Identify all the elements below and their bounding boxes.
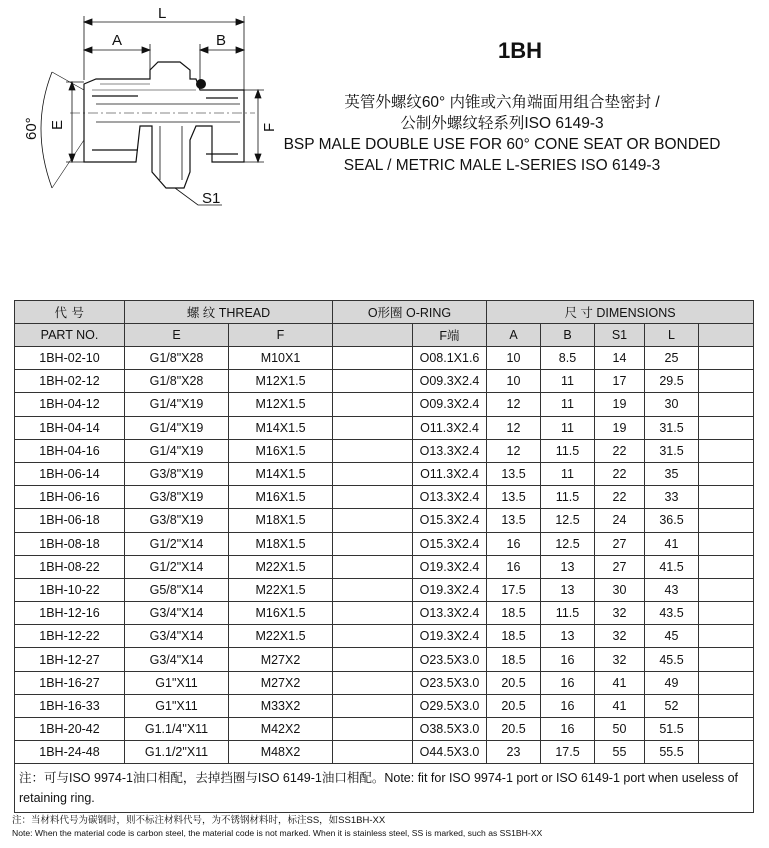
table-cell: 30 [595, 578, 645, 601]
table-row [15, 578, 754, 601]
table-cell: G1/8"X28 [125, 347, 229, 370]
table-cell: 1BH-06-16 [15, 486, 125, 509]
col-a: A [487, 324, 541, 347]
column-header-row [15, 324, 754, 347]
table-cell [333, 532, 413, 555]
table-cell-extra [699, 578, 754, 601]
table-cell-extra [699, 648, 754, 671]
table-cell: 1BH-10-22 [15, 578, 125, 601]
table-cell: 20.5 [487, 671, 541, 694]
desc-line-4: SEAL / METRIC MALE L-SERIES ISO 6149-3 [343, 157, 661, 174]
table-note: 注：可与ISO 9974-1油口相配，去掉挡圈与ISO 6149-1油口相配。Note: fit for ISO 9974-1 port or ISO 6149-1 port when useless of retaining ring. [15, 764, 754, 813]
label-angle: 60° [23, 117, 40, 140]
table-row [15, 439, 754, 462]
table-cell: 1BH-04-12 [15, 393, 125, 416]
table-row [15, 462, 754, 485]
table-cell [333, 347, 413, 370]
col-part-no: PART NO. [15, 324, 125, 347]
table-cell: 19 [595, 393, 645, 416]
label-B: B [216, 32, 227, 49]
table-row [15, 741, 754, 764]
o-ring-icon [196, 79, 206, 89]
table-cell-extra [699, 671, 754, 694]
table-cell: 16 [541, 671, 595, 694]
table-cell: 29.5 [645, 370, 699, 393]
table-cell [333, 648, 413, 671]
table-row [15, 625, 754, 648]
table-cell: 12 [487, 393, 541, 416]
table-cell: 11.5 [541, 439, 595, 462]
table-cell: G3/8"X19 [125, 486, 229, 509]
col-blank [333, 324, 413, 347]
header-oring: O形圈 O-RING [333, 301, 487, 324]
table-cell: 55.5 [645, 741, 699, 764]
table-cell: 18.5 [487, 625, 541, 648]
table-row [15, 509, 754, 532]
table-row [15, 671, 754, 694]
table-cell: O23.5X3.0 [413, 671, 487, 694]
table-cell [333, 625, 413, 648]
table-cell [333, 555, 413, 578]
col-l: L [645, 324, 699, 347]
table-cell: 11.5 [541, 602, 595, 625]
table-cell: 1BH-02-10 [15, 347, 125, 370]
table-row [15, 648, 754, 671]
table-cell: G1.1/2"X11 [125, 741, 229, 764]
table-cell: 1BH-24-48 [15, 741, 125, 764]
table-cell: M18X1.5 [229, 532, 333, 555]
table-cell: 1BH-06-14 [15, 462, 125, 485]
table-cell: M22X1.5 [229, 625, 333, 648]
col-extra [699, 324, 754, 347]
table-cell: O19.3X2.4 [413, 578, 487, 601]
table-cell: G3/4"X14 [125, 625, 229, 648]
table-cell: 13.5 [487, 486, 541, 509]
table-cell [333, 393, 413, 416]
table-cell: M16X1.5 [229, 486, 333, 509]
table-cell: 36.5 [645, 509, 699, 532]
table-row [15, 602, 754, 625]
table-row [15, 555, 754, 578]
table-cell: 49 [645, 671, 699, 694]
table-cell: O09.3X2.4 [413, 393, 487, 416]
table-cell: 17 [595, 370, 645, 393]
table-cell: 27 [595, 532, 645, 555]
table-cell: G1/8"X28 [125, 370, 229, 393]
table-cell: 17.5 [541, 741, 595, 764]
table-cell: 18.5 [487, 602, 541, 625]
table-cell: M16X1.5 [229, 602, 333, 625]
table-row [15, 347, 754, 370]
table-cell [333, 671, 413, 694]
table-cell: 13 [541, 555, 595, 578]
desc-line-2: 公制外螺纹轻系列ISO 6149-3 [400, 115, 604, 132]
table-cell [333, 462, 413, 485]
table-cell: O15.3X2.4 [413, 532, 487, 555]
table-cell: 1BH-04-14 [15, 416, 125, 439]
table-cell: O44.5X3.0 [413, 741, 487, 764]
table-cell-extra [699, 718, 754, 741]
table-cell: 55 [595, 741, 645, 764]
table-cell: 20.5 [487, 718, 541, 741]
table-cell: 16 [541, 648, 595, 671]
table-cell-extra [699, 370, 754, 393]
table-cell: 1BH-02-12 [15, 370, 125, 393]
table-cell: O11.3X2.4 [413, 462, 487, 485]
product-description [240, 92, 764, 176]
table-cell [333, 370, 413, 393]
table-cell: 25 [645, 347, 699, 370]
label-S1: S1 [202, 190, 221, 207]
label-F: F [261, 122, 278, 132]
table-cell: 12.5 [541, 532, 595, 555]
table-cell: 32 [595, 648, 645, 671]
table-cell: 16 [487, 532, 541, 555]
table-cell: 1BH-16-33 [15, 694, 125, 717]
table-row [15, 416, 754, 439]
table-cell [333, 439, 413, 462]
table-cell: 16 [541, 694, 595, 717]
table-cell: 1BH-06-18 [15, 509, 125, 532]
spec-table [14, 300, 754, 813]
table-cell-extra [699, 486, 754, 509]
table-cell: O23.5X3.0 [413, 648, 487, 671]
table-cell: 12 [487, 439, 541, 462]
col-b: B [541, 324, 595, 347]
table-cell: 32 [595, 625, 645, 648]
table-cell: 12.5 [541, 509, 595, 532]
col-f-end: F端 [413, 324, 487, 347]
table-cell: 17.5 [487, 578, 541, 601]
table-cell: O08.1X1.6 [413, 347, 487, 370]
table-cell-extra [699, 555, 754, 578]
table-cell [333, 486, 413, 509]
table-cell: G1/4"X19 [125, 416, 229, 439]
table-cell: 1BH-04-16 [15, 439, 125, 462]
table-cell-extra [699, 602, 754, 625]
table-cell: 11 [541, 370, 595, 393]
table-cell: O13.3X2.4 [413, 439, 487, 462]
table-cell [333, 718, 413, 741]
table-cell: M27X2 [229, 671, 333, 694]
table-cell: 31.5 [645, 416, 699, 439]
table-row [15, 694, 754, 717]
table-cell-extra [699, 462, 754, 485]
table-cell: O19.3X2.4 [413, 625, 487, 648]
table-cell: 13.5 [487, 462, 541, 485]
table-cell: 45 [645, 625, 699, 648]
table-cell-extra [699, 439, 754, 462]
table-cell: G1"X11 [125, 694, 229, 717]
table-cell: 12 [487, 416, 541, 439]
table-cell [333, 416, 413, 439]
table-cell: M14X1.5 [229, 416, 333, 439]
table-cell: M10X1 [229, 347, 333, 370]
table-cell: 10 [487, 347, 541, 370]
table-cell: 45.5 [645, 648, 699, 671]
table-cell: 13 [541, 578, 595, 601]
note-row [15, 764, 754, 813]
table-cell [333, 602, 413, 625]
table-row [15, 718, 754, 741]
table-cell: G1.1/4"X11 [125, 718, 229, 741]
table-cell: M22X1.5 [229, 578, 333, 601]
col-e: E [125, 324, 229, 347]
table-row [15, 370, 754, 393]
table-cell: G1"X11 [125, 671, 229, 694]
table-cell: 10 [487, 370, 541, 393]
table-cell-extra [699, 741, 754, 764]
table-cell: 43 [645, 578, 699, 601]
label-L: L [158, 5, 167, 22]
table-cell: 22 [595, 462, 645, 485]
table-cell: 13.5 [487, 509, 541, 532]
table-cell: 1BH-20-42 [15, 718, 125, 741]
table-cell: M14X1.5 [229, 462, 333, 485]
table-cell: G5/8"X14 [125, 578, 229, 601]
table-cell: 8.5 [541, 347, 595, 370]
table-cell-extra [699, 694, 754, 717]
table-cell: 41.5 [645, 555, 699, 578]
table-cell: G3/4"X14 [125, 602, 229, 625]
table-cell: 52 [645, 694, 699, 717]
table-cell: O38.5X3.0 [413, 718, 487, 741]
table-cell: 18.5 [487, 648, 541, 671]
table-cell: 11.5 [541, 486, 595, 509]
table-cell: 51.5 [645, 718, 699, 741]
footer-cn: 注：当材料代号为碳钢时，则不标注材料代号，为不锈钢材料时，标注SS，如SS1BH-XX [12, 815, 386, 826]
table-cell: O19.3X2.4 [413, 555, 487, 578]
table-cell: 1BH-12-22 [15, 625, 125, 648]
table-cell: 35 [645, 462, 699, 485]
table-cell: 14 [595, 347, 645, 370]
desc-line-1: 英管外螺纹60° 内锥或六角端面用组合垫密封 / [344, 94, 660, 111]
table-cell: 20.5 [487, 694, 541, 717]
table-cell [333, 578, 413, 601]
table-cell: M42X2 [229, 718, 333, 741]
table-cell: G1/4"X19 [125, 393, 229, 416]
table-cell: G1/4"X19 [125, 439, 229, 462]
footer-en: Note: When the material code is carbon steel, the material code is not marked. When it is stainless steel, SS is marked, such as SS1BH-XX [12, 828, 543, 838]
table-row [15, 532, 754, 555]
table-cell: 41 [645, 532, 699, 555]
table-cell: O15.3X2.4 [413, 509, 487, 532]
label-A: A [112, 32, 123, 49]
table-cell-extra [699, 393, 754, 416]
table-cell: M33X2 [229, 694, 333, 717]
table-cell: 19 [595, 416, 645, 439]
table-cell: M48X2 [229, 741, 333, 764]
table-cell-extra [699, 509, 754, 532]
header-code: 代 号 [15, 301, 125, 324]
table-cell: 16 [541, 718, 595, 741]
col-f: F [229, 324, 333, 347]
table-row [15, 393, 754, 416]
table-cell: M16X1.5 [229, 439, 333, 462]
table-cell [333, 694, 413, 717]
table-cell: O13.3X2.4 [413, 486, 487, 509]
table-cell: 24 [595, 509, 645, 532]
table-cell: 11 [541, 416, 595, 439]
table-cell: M12X1.5 [229, 393, 333, 416]
table-cell: 1BH-16-27 [15, 671, 125, 694]
table-row [15, 486, 754, 509]
table-cell: 31.5 [645, 439, 699, 462]
table-cell: 41 [595, 694, 645, 717]
header-thread: 螺 纹 THREAD [125, 301, 333, 324]
table-cell: 22 [595, 486, 645, 509]
table-cell: 1BH-12-16 [15, 602, 125, 625]
table-cell: 43.5 [645, 602, 699, 625]
table-cell: 1BH-08-18 [15, 532, 125, 555]
table-cell: 11 [541, 462, 595, 485]
table-cell: G3/4"X14 [125, 648, 229, 671]
product-title: 1BH [498, 38, 543, 63]
table-cell: 32 [595, 602, 645, 625]
table-cell: O29.5X3.0 [413, 694, 487, 717]
group-header-row [15, 301, 754, 324]
table-cell: O11.3X2.4 [413, 416, 487, 439]
table-cell: M22X1.5 [229, 555, 333, 578]
table-cell: 1BH-12-27 [15, 648, 125, 671]
table-cell: 27 [595, 555, 645, 578]
table-cell: 50 [595, 718, 645, 741]
table-cell-extra [699, 532, 754, 555]
table-cell: M18X1.5 [229, 509, 333, 532]
table-cell: 16 [487, 555, 541, 578]
table-cell: M27X2 [229, 648, 333, 671]
table-cell: O13.3X2.4 [413, 602, 487, 625]
header-dims: 尺 寸 DIMENSIONS [487, 301, 754, 324]
table-cell [333, 741, 413, 764]
table-cell: 33 [645, 486, 699, 509]
table-cell: G1/2"X14 [125, 532, 229, 555]
table-cell-extra [699, 625, 754, 648]
desc-line-3: BSP MALE DOUBLE USE FOR 60° CONE SEAT OR BONDED [283, 136, 721, 153]
table-cell: 23 [487, 741, 541, 764]
label-E: E [49, 119, 66, 130]
table-cell: M12X1.5 [229, 370, 333, 393]
col-s1: S1 [595, 324, 645, 347]
table-cell: 13 [541, 625, 595, 648]
table-cell: O09.3X2.4 [413, 370, 487, 393]
table-cell: 30 [645, 393, 699, 416]
table-cell: G3/8"X19 [125, 509, 229, 532]
table-cell-extra [699, 347, 754, 370]
table-cell: G1/2"X14 [125, 555, 229, 578]
table-cell: 22 [595, 439, 645, 462]
table-cell-extra [699, 416, 754, 439]
table-cell: 1BH-08-22 [15, 555, 125, 578]
table-cell: G3/8"X19 [125, 462, 229, 485]
table-cell [333, 509, 413, 532]
table-cell: 11 [541, 393, 595, 416]
table-cell: 41 [595, 671, 645, 694]
